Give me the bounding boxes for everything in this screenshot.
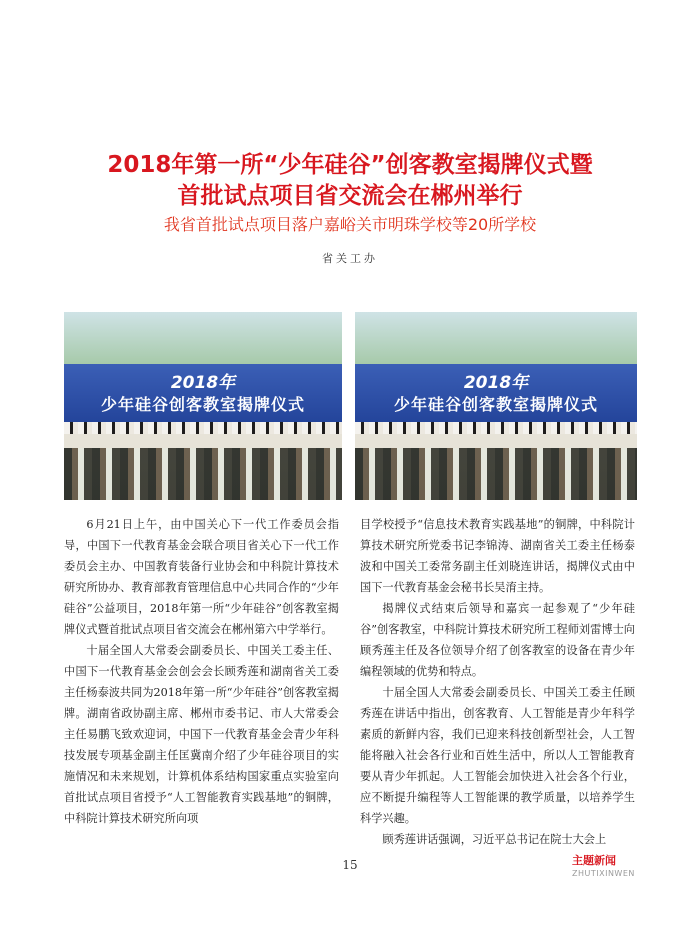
article-title	[40, 150, 660, 212]
title-line-1: 2018年第一所“少年硅谷”创客教室揭牌仪式暨	[107, 152, 593, 178]
photo-ceremony-left	[64, 312, 342, 500]
paragraph: 6月21日上午，由中国关心下一代工作委员会指导，中国下一代教育基金会联合项目省关心下一代工作委员会主办、中国教育装备行业协会和中科院计算技术研究所协办、教育部教育管理信息中心共同合作的“少年硅谷”公益项目，2018年第一所“少年硅谷”创客教室揭牌仪式暨首批试点项目省交流会在郴州第六中学举行。	[64, 518, 339, 636]
section-tag	[572, 852, 662, 878]
banner-title: 少年硅谷创客教室揭牌仪式	[393, 395, 598, 414]
section-name-pinyin: ZHUTIXINWEN	[572, 869, 635, 878]
photo-ceremony-right	[355, 312, 637, 500]
stage-table	[355, 434, 637, 448]
section-name: 主题新闻	[572, 854, 616, 867]
paragraph: 目学校授予“信息技术教育实践基地”的铜牌，中科院计算技术研究所党委书记李锦涛、湖南省关工委主任杨泰波和中国关工委常务副主任刘晓连讲话，揭牌仪式由中国下一代教育基金会秘书长吴淯主持。	[360, 518, 635, 594]
banner-title: 少年硅谷创客教室揭牌仪式	[100, 395, 305, 414]
page-number: 15	[342, 858, 358, 872]
article-subtitle: 我省首批试点项目落户嘉峪关市明珠学校等20所学校	[163, 215, 537, 234]
paragraph: 揭牌仪式结束后领导和嘉宾一起参观了“少年硅谷”创客教室，中科院计算技术研究所工程师刘雷博士向顾秀莲主任及各位领导介绍了创客教室的设备在青少年编程领域的优势和特点。	[360, 602, 635, 678]
paragraph: 顾秀莲讲话强调，习近平总书记在院士大会上	[382, 833, 607, 846]
title-line-2: 首批试点项目省交流会在郴州举行	[177, 183, 523, 209]
paragraph: 十届全国人大常委会副委员长、中国关工委主任顾秀莲在讲话中指出，创客教育、人工智能是青少年科学素质的新鲜内容，我们已迎来科技创新型社会，人工智能将融入社会各行业和百姓生活中，所以人工智能教育要从青少年抓起。人工智能会加快进入社会各个行业，应不断提升编程等人工智能课的教学质量，以培养学生科学兴趣。	[360, 686, 635, 825]
paragraph: 十届全国人大常委会副委员长、中国关工委主任、中国下一代教育基金会创会会长顾秀莲和湖南省关工委主任杨泰波共同为2018年第一所“少年硅谷”创客教室揭牌。湖南省政协副主席、郴州市委书记、市人大常委会主任易鹏飞致欢迎词，中国下一代教育基金会青少年科技发展专项基金副主任匡冀南介绍了少年硅谷项目的实施情况和未来规划，计算机体系结构国家重点实验室向首批试点项目省授予“人工智能教育实践基地”的铜牌，中科院计算技术研究所向项	[64, 644, 339, 825]
body-column-left	[64, 514, 339, 829]
audience	[64, 448, 342, 500]
banner-year: 2018年	[463, 373, 529, 393]
article-author: 省关工办	[322, 252, 378, 265]
body-column-right	[360, 514, 635, 850]
banner-year: 2018年	[170, 373, 236, 393]
stage-table	[64, 434, 342, 448]
audience	[355, 448, 637, 500]
